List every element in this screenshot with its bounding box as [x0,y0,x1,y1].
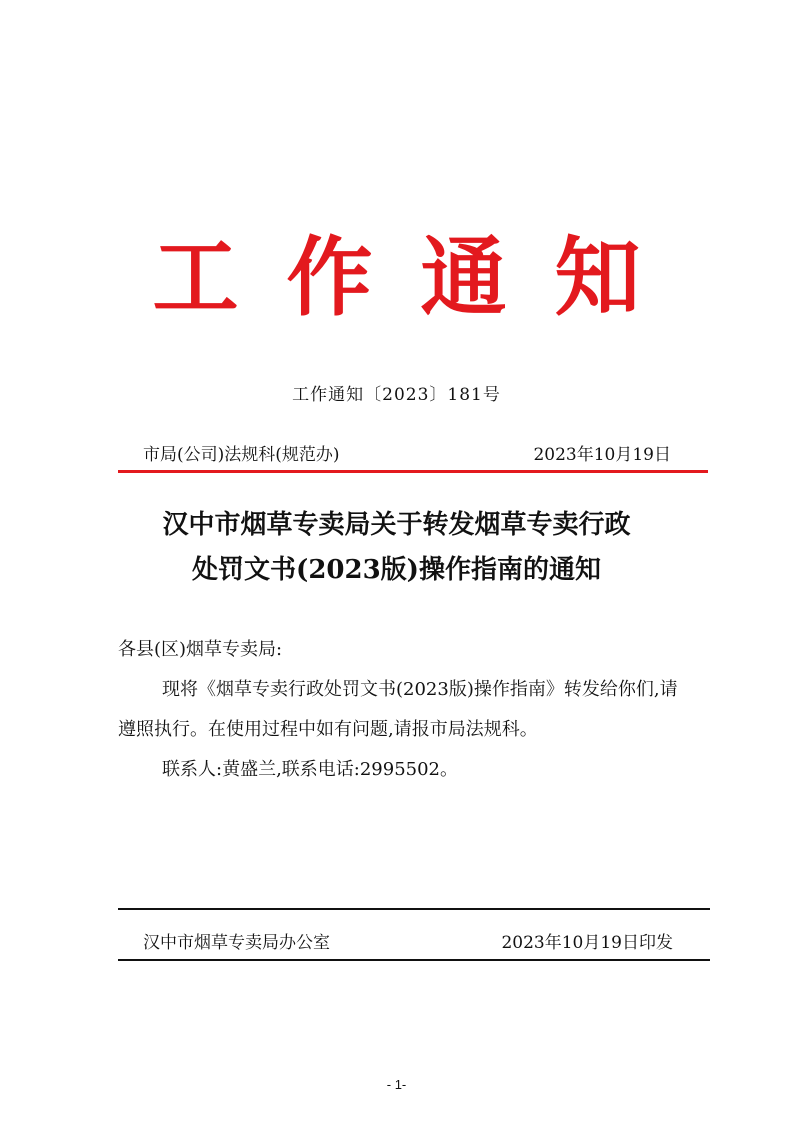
page-number: - 1- [386,1077,407,1092]
document-number: 工作通知〔2023〕181号 [292,385,501,405]
notice-title-line-1: 汉中市烟草专卖局关于转发烟草专卖行政 [162,510,631,540]
footer-divider-top [118,908,710,910]
notice-body [118,630,680,790]
print-date: 2023年10月19日印发 [501,933,673,953]
contact-line: 联系人:黄盛兰,联系电话:2995502。 [162,759,459,780]
notice-title [0,503,793,593]
red-divider [118,470,708,473]
footer-divider-bottom [118,959,710,961]
issuer-row [143,440,671,465]
footer-row [143,928,673,953]
issue-date: 2023年10月19日 [533,445,671,465]
issuer-department: 市局(公司)法规科(规范办) [143,445,340,465]
salutation: 各县(区)烟草专卖局: [118,639,283,660]
body-paragraph: 现将《烟草专卖行政处罚文书(2023版)操作指南》转发给你们,请遵照执行。在使用过程中如有问题,请报市局法规科。 [118,679,678,740]
notice-title-line-2: 处罚文书(2023版)操作指南的通知 [192,555,601,585]
issuing-office: 汉中市烟草专卖局办公室 [143,933,330,953]
masthead-title: 工作通知 [152,227,689,328]
